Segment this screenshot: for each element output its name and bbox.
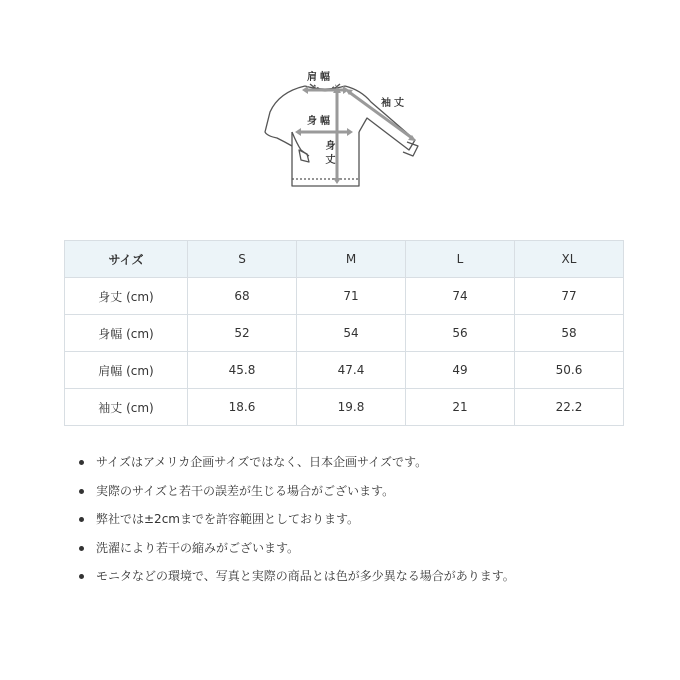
size-chart-table [64,240,624,426]
table-row [65,389,624,426]
table-header-row [65,241,624,278]
row-label: 身丈 (cm) [65,278,188,315]
notes-list [76,452,515,595]
size-column-header: M [297,241,406,278]
table-row [65,278,624,315]
table-row [65,315,624,352]
row-label: 身幅 (cm) [65,315,188,352]
note-text: モニタなどの環境で、写真と実際の商品とは色が多少異なる場合があります。 [96,569,515,583]
table-cell: 18.6 [188,389,297,426]
bullet-icon [79,574,84,579]
list-item [76,509,515,538]
tshirt-illustration [255,62,425,192]
table-cell: 21 [406,389,515,426]
table-row [65,352,624,389]
table-cell: 22.2 [515,389,624,426]
size-header-cell: サイズ [65,241,188,278]
bullet-icon [79,460,84,465]
table-cell: 68 [188,278,297,315]
bullet-icon [79,489,84,494]
shoulder-width-label: 肩幅 [307,72,333,83]
list-item [76,452,515,481]
bullet-icon [79,546,84,551]
table-cell: 56 [406,315,515,352]
table-cell: 71 [297,278,406,315]
table-cell: 74 [406,278,515,315]
table-cell: 54 [297,315,406,352]
size-column-header: S [188,241,297,278]
list-item [76,481,515,510]
note-text: 実際のサイズと若干の誤差が生じる場合がございます。 [96,483,395,498]
list-item [76,538,515,567]
note-text: 洗濯により若干の縮みがございます。 [96,540,300,555]
table-cell: 50.6 [515,352,624,389]
size-column-header: L [406,241,515,278]
body-width-label: 身幅 [307,116,333,127]
table-cell: 49 [406,352,515,389]
note-text: 弊社では±2cmまでを許容範囲としております。 [96,512,360,526]
table-cell: 58 [515,315,624,352]
size-diagram [255,62,425,192]
size-column-header: XL [515,241,624,278]
table-cell: 19.8 [297,389,406,426]
table-cell: 47.4 [297,352,406,389]
body-length-label: 身丈 [323,140,334,168]
row-label: 袖丈 (cm) [65,389,188,426]
note-text: サイズはアメリカ企画サイズではなく、日本企画サイズです。 [96,455,428,469]
table-cell: 45.8 [188,352,297,389]
table-cell: 52 [188,315,297,352]
bullet-icon [79,517,84,522]
list-item [76,566,515,595]
row-label: 肩幅 (cm) [65,352,188,389]
table-cell: 77 [515,278,624,315]
sleeve-length-label: 袖丈 [381,98,407,109]
